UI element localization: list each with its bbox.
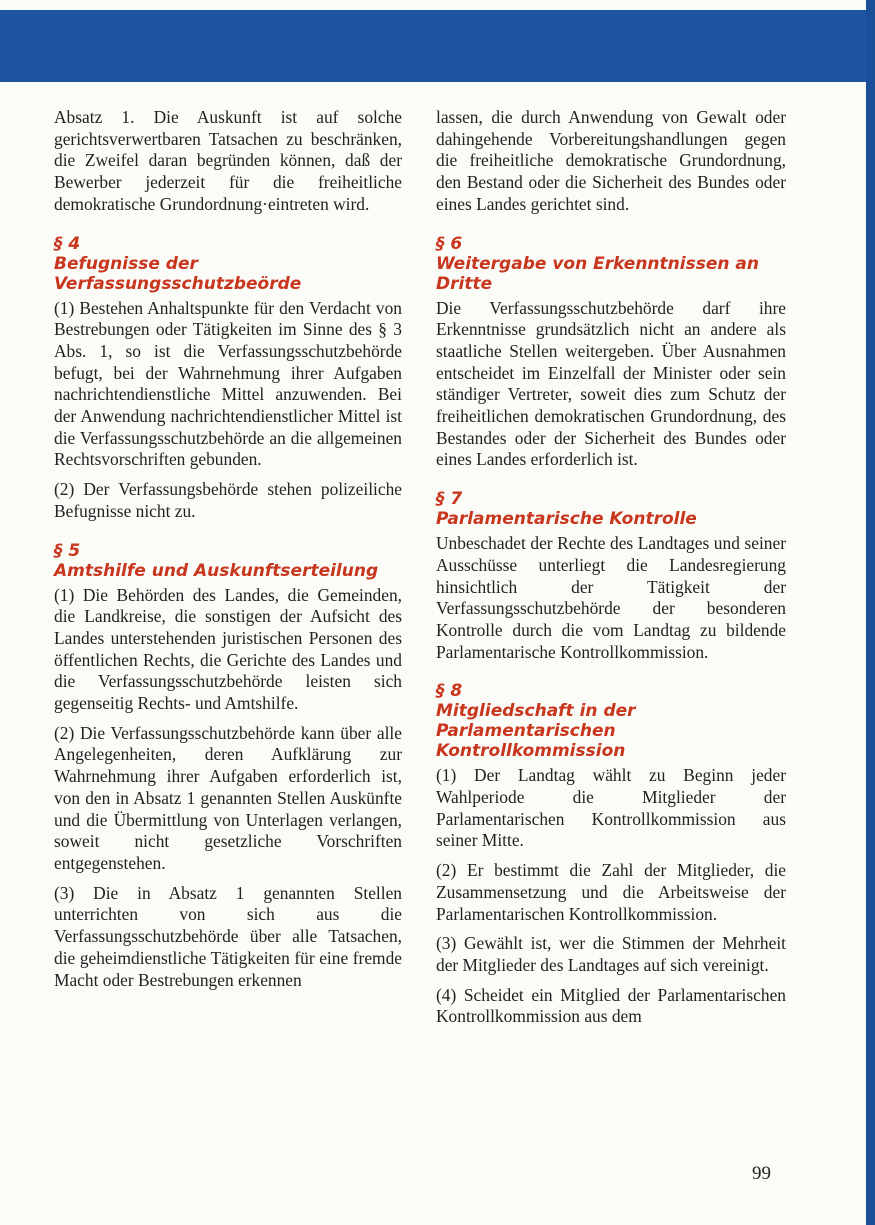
section-title: Amtshilfe und Auskunftserteilung: [54, 560, 379, 581]
section-7: [436, 489, 786, 663]
paragraph: (1) Der Landtag wählt zu Beginn jeder Wahlperiode die Mitglieder der Parlamentarischen Kontrollkommission aus seiner Mitte.: [436, 765, 786, 851]
section-title: Befugnisse der Verfassungsschutzbeörde: [54, 253, 302, 294]
section-title: Mitgliedschaft in der Parlamentarischen Kontrollkommission: [436, 701, 636, 762]
section-6: [436, 234, 786, 472]
section-5: [54, 541, 402, 992]
right-column: [436, 107, 786, 1036]
left-column: [54, 107, 402, 999]
section-number: § 5: [54, 540, 81, 561]
section-8: [436, 681, 786, 1028]
page-edge-strip: [866, 0, 875, 1225]
header-band: [0, 10, 866, 82]
section-title: Weitergabe von Erkenntnissen an Dritte: [436, 253, 759, 294]
paragraph: (3) Gewählt ist, wer die Stimmen der Mehrheit der Mitglieder des Landtages auf sich vereinigt.: [436, 933, 786, 975]
paragraph: (2) Die Verfassungsschutzbehörde kann über alle Angelegenheiten, deren Aufklärung zur Wahrnehmung ihrer Aufgaben erforderlich ist, von den in Absatz 1 genannten Stellen Auskünfte und die Übermittlung von Unterlagen verlangen, soweit nicht gesetzliche Vorschriften entgegenstehen.: [54, 722, 402, 873]
continuation-paragraph: lassen, die durch Anwendung von Gewalt oder dahingehende Vorbereitungshandlungen gegen die freiheitliche demokratische Grundordnung, den Bestand oder die Sicherheit des Bundes oder eines Landes gerichtet sind.: [436, 107, 786, 214]
intro-paragraph: Absatz 1. Die Auskunft ist auf solche gerichtsverwertbaren Tatsachen zu beschränken, die Zweifel daran begründen können, daß der Bewerber jederzeit für die freiheitliche demokratische Grundordnung·eintreten wird.: [54, 107, 402, 214]
paragraph: Unbeschadet der Rechte des Landtages und seiner Ausschüsse unterliegt die Landesregierung hinsichtlich der Tätigkeit der Verfassungsschutzbehörde der besonderen Kontrolle durch die vom Landtag zu bildende Parlamentarische Kontrollkommission.: [436, 533, 786, 662]
paragraph: Die Verfassungsschutzbehörde darf ihre Erkenntnisse grundsätzlich nicht an andere als staatliche Stellen weitergeben. Über Ausnahmen entscheidet im Einzelfall der Minister oder sein ständiger Vertreter, soweit dies zum Schutz der freiheitlichen demokratischen Grundordnung, des Bestandes oder der Sicherheit des Bundes oder eines Landes erforderlich ist.: [436, 297, 786, 470]
section-title: Parlamentarische Kontrolle: [436, 509, 697, 530]
paragraph: (2) Der Verfassungsbehörde stehen polizeiliche Befugnisse nicht zu.: [54, 479, 402, 521]
paragraph: (1) Bestehen Anhaltspunkte für den Verdacht von Bestrebungen oder Tätigkeiten im Sinne des § 3 Abs. 1, so ist die Verfassungsschutzbehörde befugt, bei der Wahrnehmung ihrer Aufgaben nachrichtendienstliche Mittel anzuwenden. Bei der Anwendung nachrichtendienstlicher Mittel ist die Verfassungsschutzbehörde an die allgemeinen Rechtsvorschriften gebunden.: [54, 297, 402, 470]
paragraph: (2) Er bestimmt die Zahl der Mitglieder, die Zusammensetzung und die Arbeitsweise der Parlamentarischen Kontrollkommission.: [436, 860, 786, 924]
paragraph: (4) Scheidet ein Mitglied der Parlamentarischen Kontrollkommission aus dem: [436, 984, 786, 1027]
page-number: 99: [752, 1163, 771, 1184]
paragraph: (3) Die in Absatz 1 genannten Stellen unterrichten von sich aus die Verfassungsschutzbehörde über alle Tatsachen, die geheimdienstliche Tätigkeiten für eine fremde Macht oder Bestrebungen erkennen: [54, 882, 402, 990]
section-number: § 6: [436, 233, 463, 254]
section-number: § 4: [54, 233, 81, 254]
section-number: § 8: [436, 681, 463, 702]
section-number: § 7: [436, 489, 463, 510]
section-4: [54, 234, 402, 523]
paragraph: (1) Die Behörden des Landes, die Gemeinden, die Landkreise, die sonstigen der Aufsicht des Landes unterstehenden juristischen Personen des öffentlichen Rechts, die Gerichte des Landes und die Verfassungsschutzbehörde leisten sich gegenseitig Rechts- und Amtshilfe.: [54, 584, 402, 714]
